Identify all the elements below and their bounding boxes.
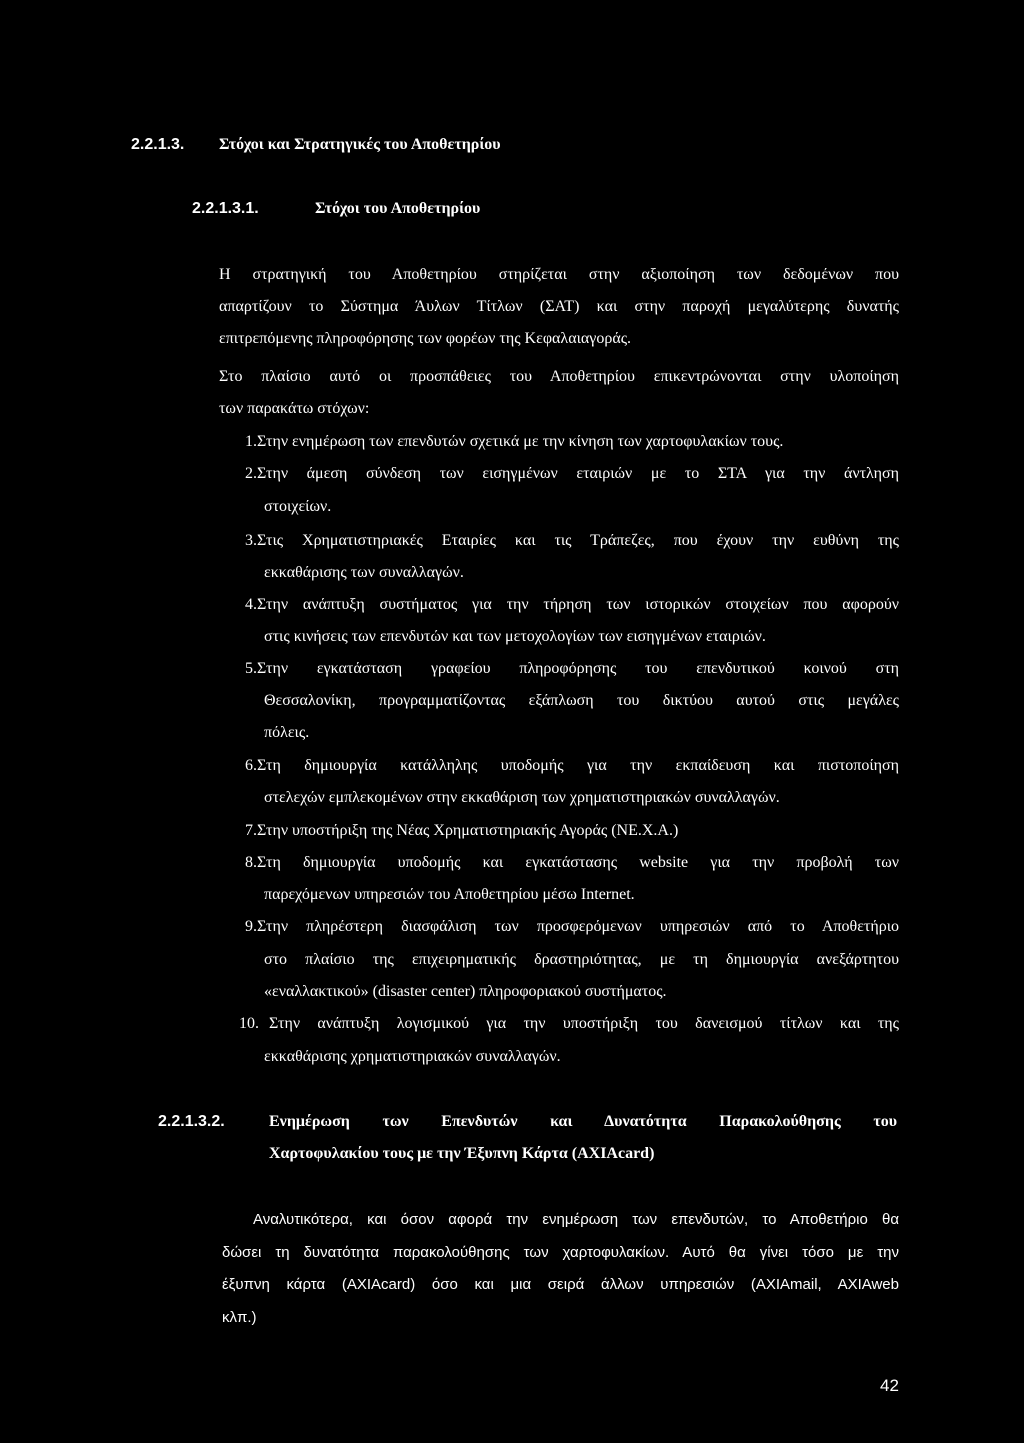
list-item: [245, 433, 783, 451]
subsection-number: 2.2.1.3.2.: [158, 1113, 225, 1130]
list-item-continuation: εκκαθάρισης των συναλλαγών.: [264, 564, 464, 581]
list-item-text: Στην ενημέρωση των επενδυτών σχετικά με την κίνηση των χαρτοφυλακίων τους.: [257, 433, 784, 450]
list-item-text: Στις Χρηματιστηριακές Εταιρίες και τις Τράπεζες, που έχουν την ευθύνη της: [257, 532, 899, 549]
list-item-text: Στη δημιουργία υποδομής και εγκατάστασης website για την προβολή των: [257, 854, 899, 871]
list-item: [245, 854, 899, 872]
list-item-continuation: στο πλαίσιο της επιχειρηματικής δραστηριότητας, με τη δημιουργία ανεξάρτητου: [264, 951, 899, 968]
list-item: [245, 660, 899, 678]
list-item-number: 3.: [245, 532, 257, 549]
paragraph-line: δώσει τη δυνατότητα παρακολούθησης των χαρτοφυλακίων. Αυτό θα γίνει τόσο με την: [222, 1244, 899, 1261]
subsection-title-continuation: Χαρτοφυλακίου τους με την Έξυπνη Κάρτα (AXIAcard): [269, 1145, 655, 1162]
section-number: 2.2.1.3.: [131, 136, 185, 153]
list-item: [239, 1015, 899, 1033]
list-item-number: 4.: [245, 596, 257, 613]
subsection-title: Στόχοι του Αποθετηρίου: [315, 200, 481, 217]
list-item-text: Στην ανάπτυξη λογισμικού για την υποστήριξη του δανεισμού τίτλων και της: [269, 1015, 899, 1032]
list-item-text: Στην υποστήριξη της Νέας Χρηματιστηριακής Αγοράς (ΝΕ.Χ.Α.): [257, 822, 679, 839]
list-item-text: Στην άμεση σύνδεση των εισηγμένων εταιριών με το ΣΤΑ για την άντληση: [257, 465, 899, 482]
list-item-text: Στη δημιουργία κατάλληλης υποδομής για την εκπαίδευση και πιστοποίηση: [257, 757, 899, 774]
list-item-number: 10.: [239, 1015, 259, 1032]
list-item-continuation: πόλεις.: [264, 724, 310, 741]
intro-line: Η στρατηγική του Αποθετηρίου στηρίζεται στην αξιοποίηση των δεδομένων που: [219, 266, 899, 283]
list-item: [245, 532, 899, 550]
list-item-text: Στην ανάπτυξη συστήματος για την τήρηση των ιστορικών στοιχείων που αφορούν: [257, 596, 899, 613]
list-item-continuation: στελεχών εμπλεκομένων στην εκκαθάριση των χρηματιστηριακών συναλλαγών.: [264, 789, 780, 806]
list-item-number: 2.: [245, 465, 257, 482]
list-item: [245, 757, 899, 775]
list-item-number: 8.: [245, 854, 257, 871]
subsection-number: 2.2.1.3.1.: [192, 200, 259, 217]
list-item: [245, 596, 899, 614]
list-item-number: 6.: [245, 757, 257, 774]
subsection-title: Ενημέρωση των Επενδυτών και Δυνατότητα Παρακολούθησης του: [269, 1113, 897, 1130]
section-title: Στόχοι και Στρατηγικές του Αποθετηρίου: [219, 136, 501, 153]
list-item-continuation: «εναλλακτικού» (disaster center) πληροφοριακού συστήματος.: [264, 983, 667, 1000]
intro-line: των παρακάτω στόχων:: [219, 400, 370, 417]
list-item-number: 7.: [245, 822, 257, 839]
list-item-continuation: στις κινήσεις των επενδυτών και των μετοχολογίων των εισηγμένων εταιριών.: [264, 628, 766, 645]
page-number: 42: [880, 1376, 899, 1395]
list-item-continuation: εκκαθάρισης χρηματιστηριακών συναλλαγών.: [264, 1048, 561, 1065]
list-item-text: Στην πληρέστερη διασφάλιση των προσφερόμενων υπηρεσιών από το Αποθετήριο: [257, 918, 899, 935]
list-item-continuation: παρεχόμενων υπηρεσιών του Αποθετηρίου μέσω Internet.: [264, 886, 635, 903]
intro-line: επιτρεπόμενης πληροφόρησης των φορέων της Κεφαλαιαγοράς.: [219, 330, 632, 347]
paragraph-line: κλπ.): [222, 1309, 257, 1326]
list-item-text: Στην εγκατάσταση γραφείου πληροφόρησης του επενδυτικού κοινού στη: [257, 660, 899, 677]
section-heading: [131, 136, 501, 154]
paragraph-line: έξυπνη κάρτα (AXIAcard) όσο και μια σειρά άλλων υπηρεσιών (AXIAmail, AXIAweb: [222, 1276, 899, 1293]
list-item: [245, 465, 899, 483]
intro-line: Στο πλαίσιο αυτό οι προσπάθειες του Αποθετηρίου επικεντρώνονται στην υλοποίηση: [219, 368, 899, 385]
paragraph-line: Αναλυτικότερα, και όσον αφορά την ενημέρωση των επενδυτών, το Αποθετήριο θα: [253, 1211, 899, 1228]
subsection-heading: [192, 200, 481, 218]
list-item-continuation: στοιχείων.: [264, 498, 332, 515]
intro-line: απαρτίζουν το Σύστημα Άυλων Τίτλων (ΣΑΤ) και στην παροχή μεγαλύτερης δυνατής: [219, 298, 899, 315]
list-item-number: 9.: [245, 918, 257, 935]
list-item-number: 1.: [245, 433, 257, 450]
list-item-number: 5.: [245, 660, 257, 677]
list-item: [245, 822, 678, 840]
list-item-continuation: Θεσσαλονίκη, προγραμματίζοντας εξάπλωση του δικτύου αυτού στις μεγάλες: [264, 692, 899, 709]
list-item: [245, 918, 899, 936]
